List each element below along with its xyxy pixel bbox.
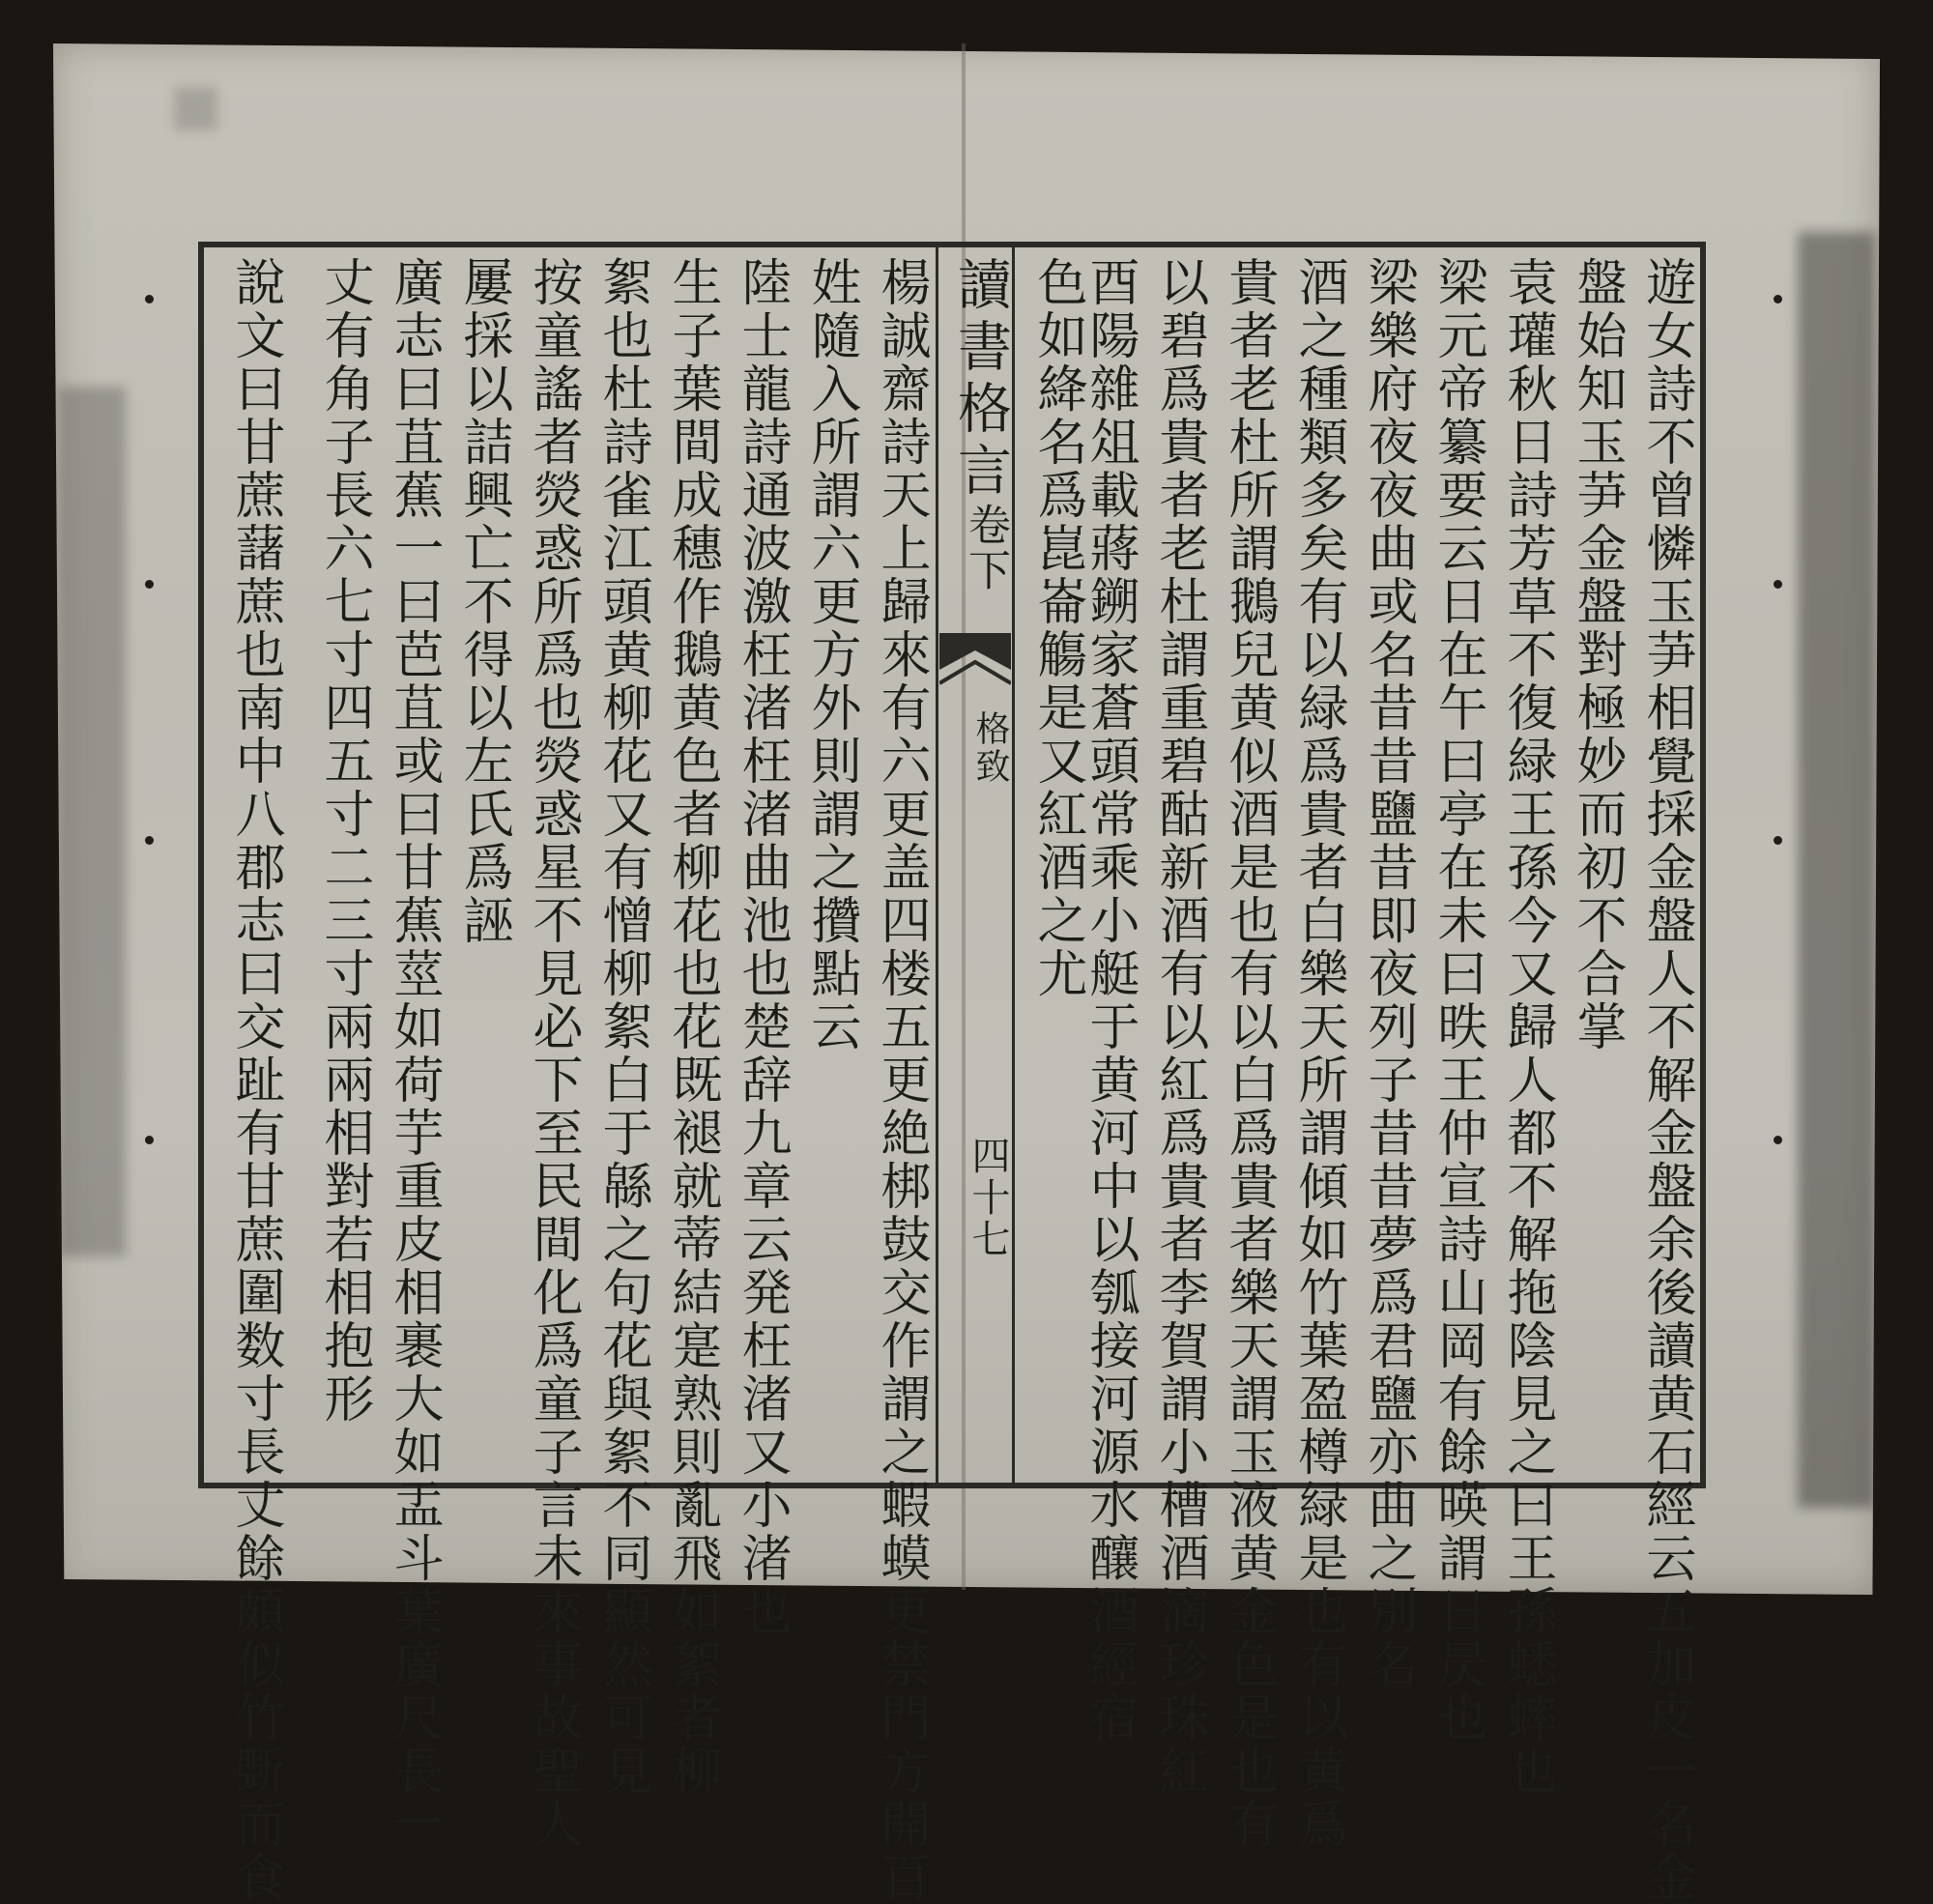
folio-number: 四十七 [966, 1136, 1010, 1260]
text-column: 酒之種類多矣有以緑爲貴者白樂天所謂傾如竹葉盈樽緑是也有以黄爲 [1289, 256, 1347, 1851]
stitch-hole [145, 1136, 154, 1144]
text-column: 梁元帝纂要云日在午曰亭在未曰昳王仲宣詩山岡有餘暎謂日昃也 [1428, 256, 1486, 1745]
text-column: 遊女詩不曾憐玉芛相覺採金盤人不解金盤余後讀黄石經云五加皮一名金 [1637, 256, 1695, 1904]
stitch-hole [1774, 1136, 1782, 1144]
edge-stain-right [1798, 232, 1875, 1508]
text-column: 廣志曰苴蕉一曰芭苴或曰甘蕉莖如荷芋重皮相裹大如盂斗葉廣尺長一 [385, 256, 443, 1851]
stitch-hole [1774, 580, 1782, 589]
book-title: 讀書格言 [949, 256, 1012, 504]
stitch-hole [1774, 836, 1782, 845]
section-label: 格致 [970, 710, 1010, 786]
text-column: 屢採以詰興亡不得以左氏爲誣 [454, 256, 512, 947]
text-column: 丈有角子長六七寸四五寸二三寸兩兩相對若相抱形 [315, 256, 373, 1426]
text-column: 生子葉間成穗作鵝黄色者柳花也花既褪就蒂結寔熟則亂飛如絮者柳 [663, 256, 721, 1798]
text-column: 說文曰甘蔗藷蔗也南中八郡志曰交趾有甘蔗圍数寸長丈餘頗似竹斲而食 [226, 256, 284, 1904]
text-column: 貴者老杜所謂鵝兒黄似酒是也有以白爲貴者樂天謂玉液黄金色是也有 [1220, 256, 1278, 1851]
edge-stain-left [58, 387, 126, 1256]
text-column: 陸士龍詩通波激枉渚枉渚曲池也楚辞九章云発枉渚又小渚也 [733, 256, 791, 1638]
text-column: 盤始知玉芛金盤對極妙而初不合掌 [1568, 256, 1626, 1053]
stitch-hole [1774, 295, 1782, 303]
stitch-hole [145, 836, 154, 845]
text-column: 酉陽雜俎載蔣鎙家蒼頭常乘小艇于黄河中以瓠接河源水釀酒經宿 [1081, 256, 1139, 1745]
text-column: 色如絳名爲崑崙觴是又紅酒之尤 [1028, 256, 1086, 1000]
spot-stain [174, 87, 217, 130]
text-column: 袁瓘秋日詩芳草不復緑王孫今又歸人都不解拖陰見之曰王孫蟋蟀也 [1498, 256, 1556, 1798]
text-column: 姓隨入所謂六更方外則謂之攢點云 [802, 256, 860, 1053]
text-column: 楊誠齋詩天上歸來有六更盖四楼五更絶梆鼓交作謂之蝦蟆更禁門方開百 [872, 256, 930, 1904]
volume-label: 卷下 [961, 503, 1010, 593]
stitch-hole [145, 580, 154, 589]
text-column: 按童謠者熒惑所爲也熒惑星不見必下至民間化爲童子言未來事故聖人 [524, 256, 582, 1851]
fishtail-ornament [939, 633, 1011, 710]
text-column: 絮也杜詩雀江頭黄柳花又有憎柳絮白于緜之句花與絮不同顯然可見 [593, 256, 651, 1798]
text-column: 梁樂府夜夜曲或名昔昔鹽昔即夜列子昔昔夢爲君鹽亦曲之別名 [1359, 256, 1417, 1691]
text-column: 以碧爲貴者老杜謂重碧酤新酒有以紅爲貴者李賀謂小槽酒滴珍珠紅 [1150, 256, 1208, 1798]
stitch-hole [145, 295, 154, 303]
